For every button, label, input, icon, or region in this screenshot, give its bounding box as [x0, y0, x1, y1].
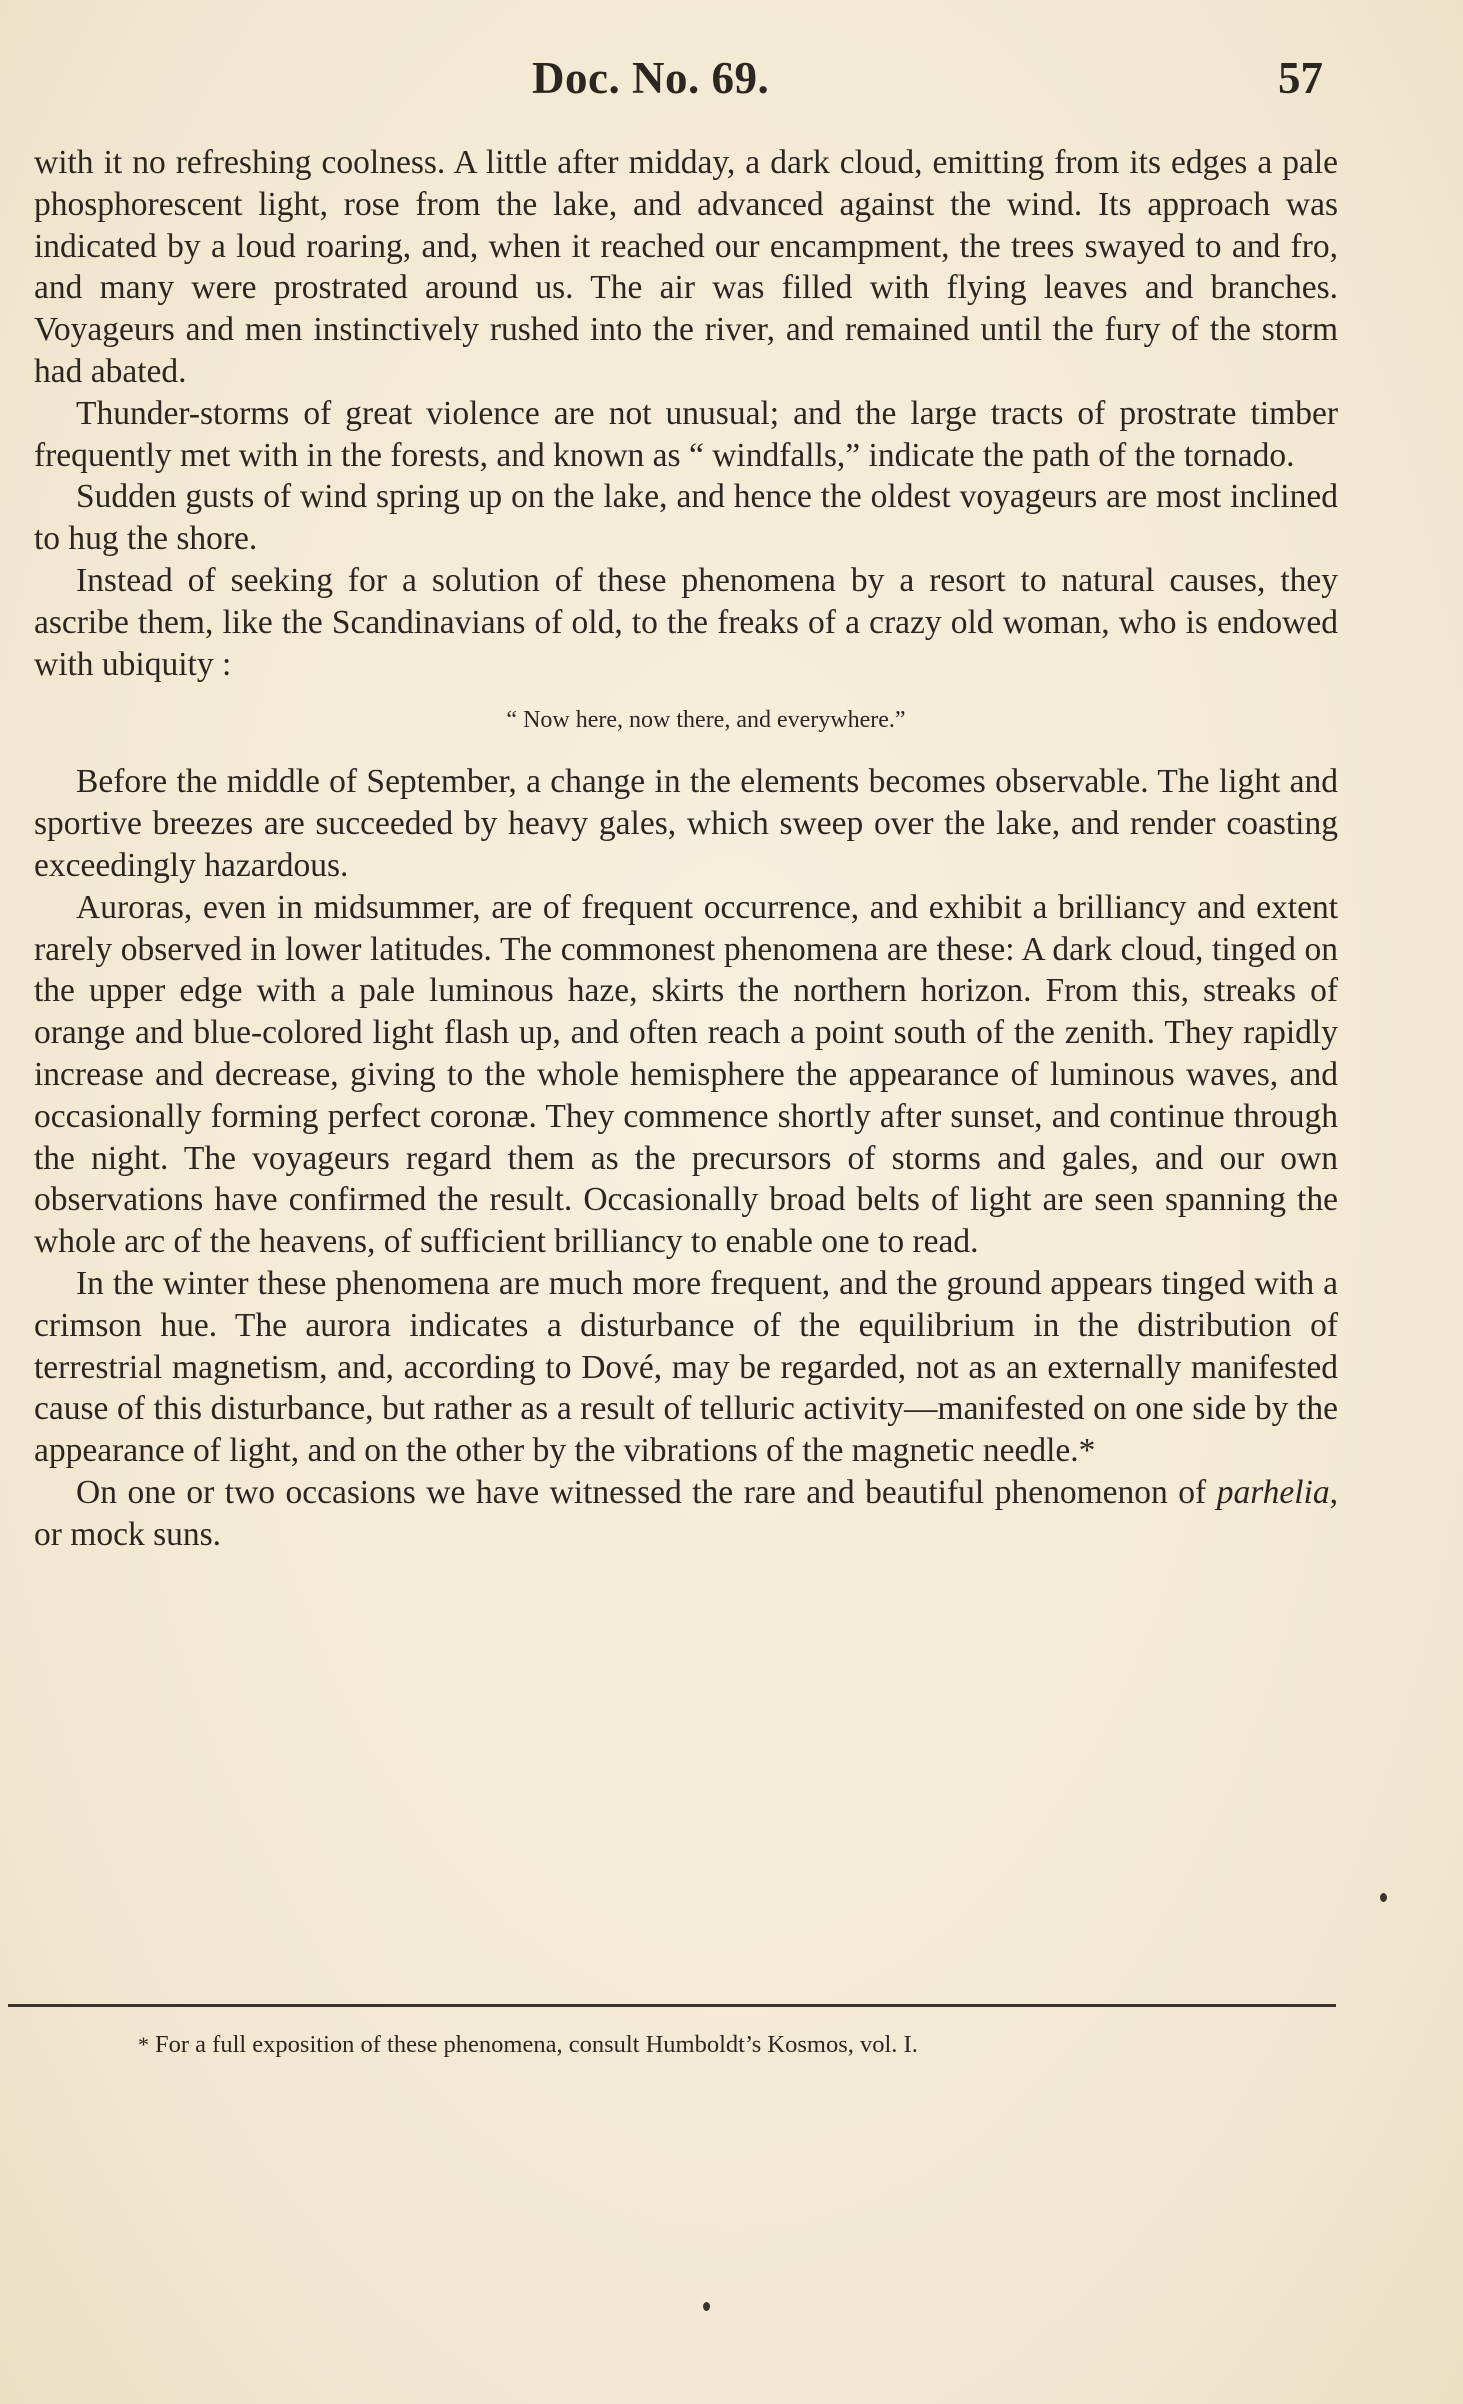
- parhelia-text-before: On one or two occasions we have witnessed the rare and beautiful phenomenon of: [76, 1473, 1217, 1511]
- paragraph-thunderstorms: Thunder-storms of great violence are not unusual; and the large tracts of prostrate timber frequently met with in the forests, and known as “ windfalls,” indicate the path of the tornado.: [34, 394, 1338, 474]
- page-header: [0, 52, 1463, 102]
- footnote: [138, 2030, 918, 2060]
- ink-speck: [703, 2302, 710, 2311]
- page-number: 57: [1278, 53, 1323, 103]
- paragraph-storm-continued: with it no refreshing coolness. A little after midday, a dark cloud, emitting from its edges a pale phosphorescent light, rose from the lake, and advanced against the wind. Its approach was indicated by a loud roaring, and, when it reached our encampment, the trees swayed to and fro, and many were prostrated around us. The air was filled with flying leaves and branches. Voyageurs and men instinctively rushed into the river, and remained until the fury of the storm had abated.: [34, 144, 1338, 390]
- running-head: Doc. No. 69.: [532, 53, 770, 103]
- footnote-text: For a full exposition of these phenomena, consult Humboldt’s Kosmos, vol. I.: [155, 2031, 918, 2058]
- paragraph-winter-aurora: In the winter these phenomena are much more frequent, and the ground appears tinged with a crimson hue. The aurora indicates a disturbance of the equilibrium in the distribution of terrestrial magnetism, and, according to Dové, may be regarded, not as an externally manifested cause of this disturbance, but rather as a result of telluric activity—manifested on one side by the appearance of light, and on the other by the vibrations of the magnetic needle.*: [34, 1264, 1338, 1470]
- paragraph-auroras: Auroras, even in midsummer, are of frequent occurrence, and exhibit a brilliancy and extent rarely observed in lower latitudes. The commonest phenomena are these: A dark cloud, tinged on the upper edge with a pale luminous haze, skirts the northern horizon. From this, streaks of orange and blue-colored light flash up, and often reach a point south of the zenith. They rapidly increase and decrease, giving to the whole hemisphere the appearance of luminous waves, and occasionally forming perfect coronæ. They commence shortly after sunset, and continue through the night. The voyageurs regard them as the precursors of storms and gales, and our own observations have confirmed the result. Occasionally broad belts of light are seen spanning the whole arc of the heavens, of sufficient brilliancy to enable one to read.: [34, 888, 1338, 1261]
- body-text: [34, 142, 1338, 1556]
- footnote-rule: [8, 2004, 1336, 2007]
- ink-speck: [1380, 1893, 1387, 1902]
- verse-quote: “ Now here, now there, and everywhere.”: [506, 707, 906, 734]
- parhelia-text-after: , or mock suns.: [34, 1473, 1338, 1553]
- paragraph-superstition: Instead of seeking for a solution of these phenomena by a resort to natural causes, they ascribe them, like the Scandinavians of old, to the freaks of a crazy old woman, who is endowed with ubiquity :: [34, 561, 1338, 683]
- paragraph-september: Before the middle of September, a change in the elements becomes observable. The light and sportive breezes are succeeded by heavy gales, which sweep over the lake, and render coasting exceedingly hazardous.: [34, 763, 1338, 884]
- paragraph-gusts: Sudden gusts of wind spring up on the lake, and hence the oldest voyageurs are most inclined to hug the shore.: [34, 478, 1338, 558]
- parhelia-term: parhelia: [1216, 1473, 1330, 1511]
- footnote-marker: *: [138, 2032, 149, 2057]
- paragraph-parhelia: [34, 1472, 1338, 1556]
